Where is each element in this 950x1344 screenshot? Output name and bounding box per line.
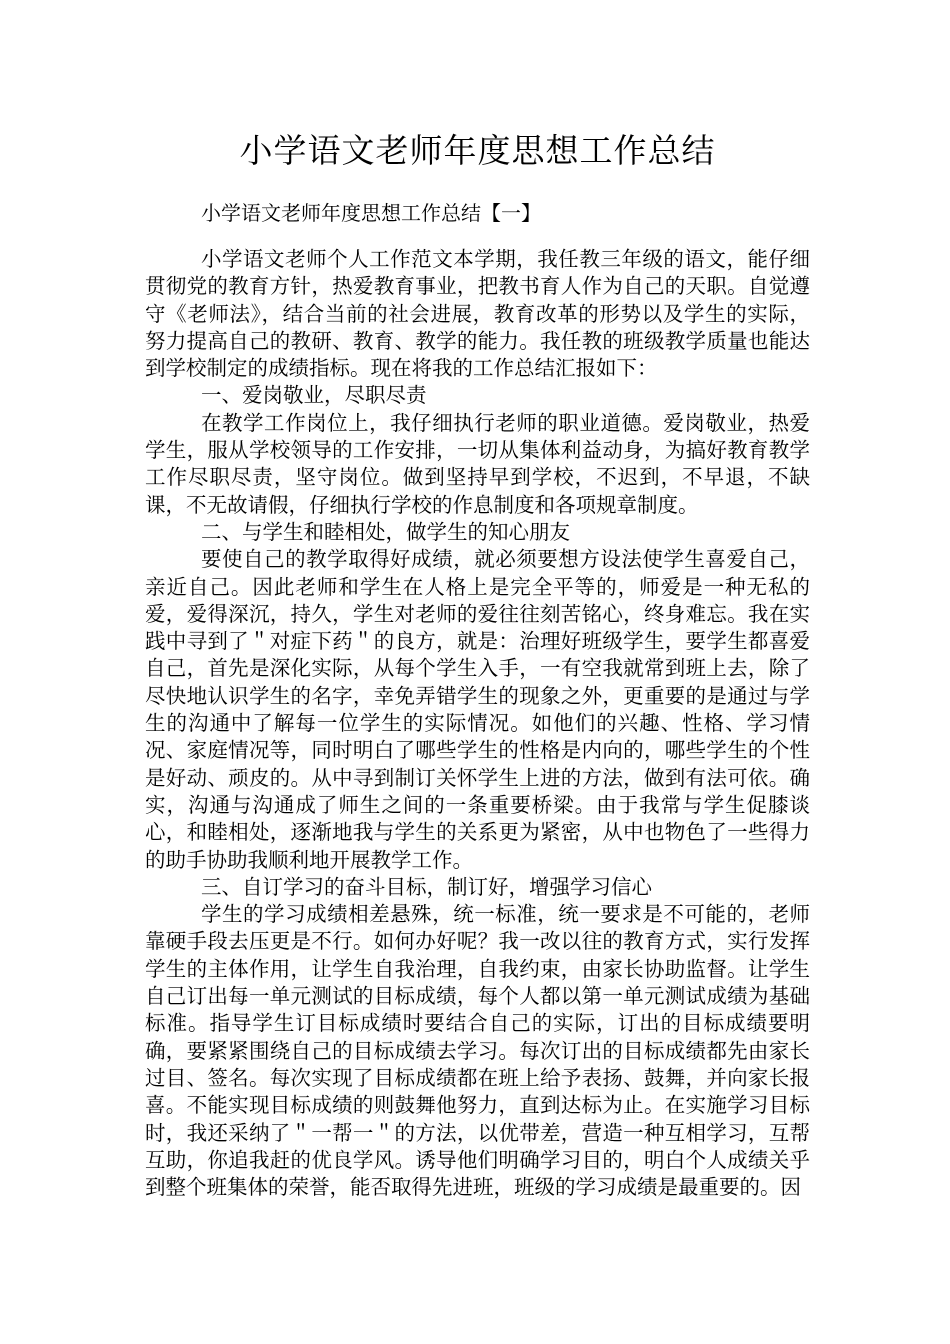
body-paragraph: 学生的学习成绩相差悬殊，统一标准，统一要求是不可能的，老师靠硬手段去压更是不行。如何办好呢？我一改以往的教育方式，实行发挥学生的主体作用，让学生自我治理，自我约束，由家长协助监督。让学生自己订出每一单元测试的目标成绩，每个人都以第一单元测试成绩为基础标准。指导学生订目标成绩时要结合自己的实际，订出的目标成绩要明确，要紧紧围绕自己的目标成绩去学习。每次订出的目标成绩都先由家长过目、签名。每次实现了目标成绩都在班上给予表扬、鼓舞，并向家长报喜。不能实现目标成绩的则鼓舞他努力，直到达标为止。在实施学习目标时，我还采纳了＂一帮一＂的方法，以优带差，营造一种互相学习，互帮互助，你追我赶的优良学风。诱导他们明确学习目的，明白个人成绩关乎到整个班集体的荣誉，能否取得先进班，班级的学习成绩是最重要的。因 [145,902,810,1200]
document-body [145,246,810,1201]
body-paragraph: 在教学工作岗位上，我仔细执行老师的职业道德。爱岗敬业，热爱学生，服从学校领导的工作安排，一切从集体利益动身，为搞好教育教学工作尽职尽责，坚守岗位。做到坚持早到学校，不迟到，不早退，不缺课，不无故请假，仔细执行学校的作息制度和各项规章制度。 [145,410,810,517]
section-heading: 三、自订学习的奋斗目标，制订好，增强学习信心 [201,874,652,899]
section-heading: 二、与学生和睦相处，做学生的知心朋友 [201,519,570,544]
body-paragraph: 小学语文老师个人工作范文本学期，我任教三年级的语文，能仔细贯彻党的教育方针，热爱教育事业，把教书育人作为自己的天职。自觉遵守《老师法》，结合当前的社会进展，教育改革的形势以及学生的实际，努力提高自己的教研、教育、教学的能力。我任教的班级教学质量也能达到学校制定的成绩指标。现在将我的工作总结汇报如下： [145,247,810,381]
document-page [145,126,810,1201]
document-title: 小学语文老师年度思想工作总结 [239,131,716,170]
section-subtitle: 小学语文老师年度思想工作总结【一】 [201,201,541,225]
body-paragraph: 要使自己的教学取得好成绩，就必须要想方设法使学生喜爱自己，亲近自己。因此老师和学生在人格上是完全平等的，师爱是一种无私的爱，爱得深沉，持久，学生对老师的爱往往刻苦铭心，终身难忘。我在实践中寻到了＂对症下药＂的良方，就是：治理好班级学生，要学生都喜爱自己，首先是深化实际，从每个学生入手，一有空我就常到班上去，除了尽快地认识学生的名字，幸免弄错学生的现象之外，更重要的是通过与学生的沟通中了解每一位学生的实际情况。如他们的兴趣、性格、学习情况、家庭情况等，同时明白了哪些学生的性格是内向的，哪些学生的个性是好动、顽皮的。从中寻到制订关怀学生上进的方法，做到有法可依。确实，沟通与沟通成了师生之间的一条重要桥梁。由于我常与学生促膝谈心，和睦相处，逐渐地我与学生的关系更为紧密，从中也物色了一些得力的助手协助我顺利地开展教学工作。 [145,547,810,872]
section-heading: 一、爱岗敬业，尽职尽责 [201,383,427,408]
